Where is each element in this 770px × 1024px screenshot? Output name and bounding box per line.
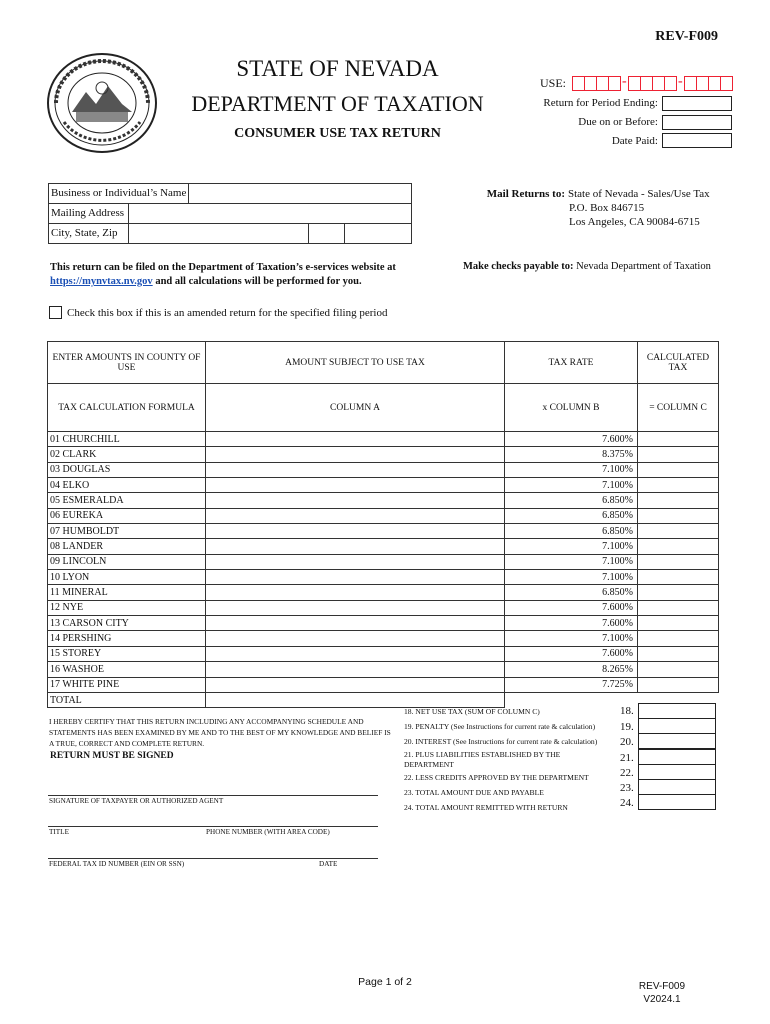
amount-field[interactable] xyxy=(206,677,505,692)
table-row xyxy=(48,432,719,447)
line-21-field[interactable] xyxy=(638,749,716,765)
line-19-label: 19. PENALTY (See Instructions for current rate & calculation) xyxy=(404,722,596,731)
use-digit-box[interactable] xyxy=(720,76,733,91)
amount-field[interactable] xyxy=(206,554,505,569)
due-date-field[interactable] xyxy=(662,115,732,130)
county-name: 16 WASHOE xyxy=(48,662,206,677)
table-row xyxy=(48,554,719,569)
county-name: 17 WHITE PINE xyxy=(48,677,206,692)
form-title: CONSUMER USE TAX RETURN xyxy=(234,126,441,141)
efile-notice xyxy=(50,261,420,289)
department-title: DEPARTMENT OF TAXATION xyxy=(191,91,484,116)
tax-rate: 7.100% xyxy=(505,462,638,477)
address-row xyxy=(49,204,411,224)
must-sign-notice: RETURN MUST BE SIGNED xyxy=(50,751,174,761)
amount-field[interactable] xyxy=(206,662,505,677)
county-name: 01 CHURCHILL xyxy=(48,432,206,447)
amount-field[interactable] xyxy=(206,493,505,508)
calculated-tax-field[interactable] xyxy=(638,616,719,631)
tax-rate: 7.100% xyxy=(505,631,638,646)
amount-field[interactable] xyxy=(206,478,505,493)
county-name: 07 HUMBOLDT xyxy=(48,524,206,539)
city-row xyxy=(49,224,411,244)
date-paid-field[interactable] xyxy=(662,133,732,148)
tax-rate: 7.100% xyxy=(505,570,638,585)
line-23-label: 23. TOTAL AMOUNT DUE AND PAYABLE xyxy=(404,788,544,797)
amended-label: Check this box if this is an amended return for the specified filing period xyxy=(67,307,388,319)
total-amount-field[interactable] xyxy=(206,692,505,707)
amount-field[interactable] xyxy=(206,631,505,646)
line-19-field[interactable] xyxy=(638,718,716,734)
address-label: Mailing Address xyxy=(51,207,125,219)
calculated-tax-field[interactable] xyxy=(638,478,719,493)
tax-rate: 6.850% xyxy=(505,585,638,600)
formula-column-b: x COLUMN B xyxy=(505,384,638,432)
tax-rate: 7.600% xyxy=(505,646,638,661)
line-22-number: 22. xyxy=(620,767,634,779)
calculated-tax-field[interactable] xyxy=(638,662,719,677)
line-21-number: 21. xyxy=(620,752,634,764)
tax-rate: 7.100% xyxy=(505,554,638,569)
total-label: TOTAL xyxy=(48,692,206,707)
table-row xyxy=(48,493,719,508)
county-name: 13 CARSON CITY xyxy=(48,616,206,631)
title-phone-line[interactable] xyxy=(48,826,378,827)
mail-label: Mail Returns to: xyxy=(486,188,565,200)
formula-column-c: = COLUMN C xyxy=(638,384,719,432)
calculated-tax-field[interactable] xyxy=(638,462,719,477)
formula-column-a: COLUMN A xyxy=(206,384,505,432)
calculated-tax-field[interactable] xyxy=(638,585,719,600)
table-row xyxy=(48,447,719,462)
address-field[interactable] xyxy=(129,204,411,224)
amended-checkbox[interactable] xyxy=(49,306,62,319)
signature-label: SIGNATURE OF TAXPAYER OR AUTHORIZED AGENT xyxy=(49,797,224,805)
amount-field[interactable] xyxy=(206,616,505,631)
checks-payable xyxy=(463,261,711,272)
mail-line-2: P.O. Box 846715 xyxy=(569,202,645,214)
fein-date-line[interactable] xyxy=(48,858,378,859)
tax-rate: 7.100% xyxy=(505,539,638,554)
fein-label: FEDERAL TAX ID NUMBER (EIN OR SSN) xyxy=(49,860,185,868)
efile-text: This return can be filed on the Department of Taxation’s e-services website at xyxy=(50,262,396,273)
header-county: ENTER AMOUNTS IN COUNTY OF USE xyxy=(48,342,206,384)
mail-line-3: Los Angeles, CA 90084-6715 xyxy=(569,216,700,228)
tax-rate: 6.850% xyxy=(505,508,638,523)
table-row xyxy=(48,662,719,677)
name-row xyxy=(49,184,411,204)
page-number: Page 1 of 2 xyxy=(358,976,412,988)
amount-field[interactable] xyxy=(206,447,505,462)
line-20-field[interactable] xyxy=(638,733,716,749)
calculated-tax-field[interactable] xyxy=(638,493,719,508)
table-row xyxy=(48,570,719,585)
title-label: TITLE xyxy=(49,828,69,836)
table-row xyxy=(48,677,719,692)
table-row xyxy=(48,539,719,554)
tax-rate: 7.600% xyxy=(505,432,638,447)
county-name: 05 ESMERALDA xyxy=(48,493,206,508)
line-23-number: 23. xyxy=(620,782,634,794)
county-name: 10 LYON xyxy=(48,570,206,585)
header-rate: TAX RATE xyxy=(505,342,638,384)
table-row xyxy=(48,524,719,539)
use-dash: - xyxy=(678,74,683,89)
table-row xyxy=(48,600,719,615)
use-digit-box[interactable] xyxy=(608,76,621,91)
tax-rate: 7.600% xyxy=(505,600,638,615)
date-label: DATE xyxy=(319,860,338,868)
formula-row xyxy=(48,384,719,432)
table-row xyxy=(48,631,719,646)
calculated-tax-field[interactable] xyxy=(638,646,719,661)
tax-rate: 7.600% xyxy=(505,616,638,631)
state-field[interactable] xyxy=(309,224,344,244)
mail-line-1: State of Nevada - Sales/Use Tax xyxy=(568,188,710,200)
efile-text-2: and all calculations will be performed for you. xyxy=(152,276,362,287)
calculated-tax-field[interactable] xyxy=(638,539,719,554)
amount-field[interactable] xyxy=(206,570,505,585)
city-label: City, State, Zip xyxy=(51,227,118,239)
formula-label: TAX CALCULATION FORMULA xyxy=(48,384,206,432)
form-id: REV-F009 xyxy=(655,29,718,44)
county-name: 12 NYE xyxy=(48,600,206,615)
table-row xyxy=(48,646,719,661)
calculated-tax-field[interactable] xyxy=(638,554,719,569)
county-name: 04 ELKO xyxy=(48,478,206,493)
tax-rate: 6.850% xyxy=(505,493,638,508)
calculated-tax-field[interactable] xyxy=(638,570,719,585)
table-row xyxy=(48,585,719,600)
checks-label: Make checks payable to: xyxy=(463,261,574,272)
amount-field[interactable] xyxy=(206,646,505,661)
city-field[interactable] xyxy=(129,224,308,244)
county-name: 03 DOUGLAS xyxy=(48,462,206,477)
calculated-tax-field[interactable] xyxy=(638,600,719,615)
line-18-field[interactable] xyxy=(638,703,716,719)
amount-field[interactable] xyxy=(206,600,505,615)
line-20-label: 20. INTEREST (See Instructions for current rate & calculation) xyxy=(404,737,598,746)
total-row xyxy=(48,692,719,707)
mail-returns xyxy=(440,188,710,200)
county-name: 06 EUREKA xyxy=(48,508,206,523)
line-24-label: 24. TOTAL AMOUNT REMITTED WITH RETURN xyxy=(404,803,568,812)
state-title: STATE OF NEVADA xyxy=(236,56,439,81)
table-row xyxy=(48,508,719,523)
due-date-label: Due on or Before: xyxy=(578,116,658,128)
county-name: 14 PERSHING xyxy=(48,631,206,646)
zip-field[interactable] xyxy=(345,224,411,244)
amount-field[interactable] xyxy=(206,524,505,539)
line-23-field[interactable] xyxy=(638,779,716,795)
footer-form-id xyxy=(622,980,702,1006)
line-21-label: 21. PLUS LIABILITIES ESTABLISHED BY THE DEPARTMENT xyxy=(404,750,561,769)
county-name: 11 MINERAL xyxy=(48,585,206,600)
signature-line[interactable] xyxy=(48,795,378,796)
period-ending-label: Return for Period Ending: xyxy=(543,97,658,109)
line-19-number: 19. xyxy=(620,721,634,733)
county-tax-table xyxy=(47,341,719,708)
footer-version: V2024.1 xyxy=(643,994,681,1005)
tax-rate: 8.265% xyxy=(505,662,638,677)
date-paid-label: Date Paid: xyxy=(611,135,658,147)
amount-field[interactable] xyxy=(206,432,505,447)
calculated-tax-field[interactable] xyxy=(638,631,719,646)
line-18-label: 18. NET USE TAX (SUM OF COLUMN C) xyxy=(404,707,540,716)
name-label: Business or Individual’s Name xyxy=(51,187,187,199)
tax-rate: 6.850% xyxy=(505,524,638,539)
calculated-tax-field[interactable] xyxy=(638,447,719,462)
table-row xyxy=(48,478,719,493)
amount-field[interactable] xyxy=(206,539,505,554)
tax-rate: 7.725% xyxy=(505,677,638,692)
amount-field[interactable] xyxy=(206,585,505,600)
name-field[interactable] xyxy=(189,184,411,204)
county-name: 08 LANDER xyxy=(48,539,206,554)
certification-text: I HEREBY CERTIFY THAT THIS RETURN INCLUDING ANY ACCOMPANYING SCHEDULE AND STATEMENTS HAS BEEN EXAMINED BY ME AND TO THE BEST OF MY KNOWLEDGE AND BELIEF IS A TRUE, CORRECT AND COMPLETE RETURN. xyxy=(49,717,391,748)
period-ending-field[interactable] xyxy=(662,96,732,111)
efile-link[interactable]: https://mynvtax.nv.gov xyxy=(50,276,153,287)
phone-label: PHONE NUMBER (WITH AREA CODE) xyxy=(206,828,330,836)
tax-rate: 8.375% xyxy=(505,447,638,462)
use-label: USE: xyxy=(540,76,567,90)
table-row xyxy=(48,616,719,631)
header-calculated: CALCULATED TAX xyxy=(638,342,719,384)
line-22-label: 22. LESS CREDITS APPROVED BY THE DEPARTMENT xyxy=(404,773,589,782)
blank-cell xyxy=(505,692,638,707)
amount-field[interactable] xyxy=(206,462,505,477)
calculated-tax-field[interactable] xyxy=(638,508,719,523)
line-24-number: 24. xyxy=(620,797,634,809)
use-dash: - xyxy=(622,74,627,89)
line-22-field[interactable] xyxy=(638,764,716,780)
calculated-tax-field[interactable] xyxy=(638,677,719,692)
nevada-state-seal xyxy=(46,52,158,154)
calculated-tax-field[interactable] xyxy=(638,524,719,539)
taxpayer-info xyxy=(48,183,412,244)
use-digit-box[interactable] xyxy=(664,76,677,91)
line-24-field[interactable] xyxy=(638,794,716,810)
footer-form-code: REV-F009 xyxy=(638,981,686,992)
tax-rate: 7.100% xyxy=(505,478,638,493)
amount-field[interactable] xyxy=(206,508,505,523)
calculated-tax-field[interactable] xyxy=(638,432,719,447)
county-name: 02 CLARK xyxy=(48,447,206,462)
table-header-row xyxy=(48,342,719,384)
table-row xyxy=(48,462,719,477)
line-18-number: 18. xyxy=(620,705,634,717)
header-amount: AMOUNT SUBJECT TO USE TAX xyxy=(206,342,505,384)
line-20-number: 20. xyxy=(620,736,634,748)
county-name: 09 LINCOLN xyxy=(48,554,206,569)
county-name: 15 STOREY xyxy=(48,646,206,661)
checks-payee: Nevada Department of Taxation xyxy=(576,261,711,272)
